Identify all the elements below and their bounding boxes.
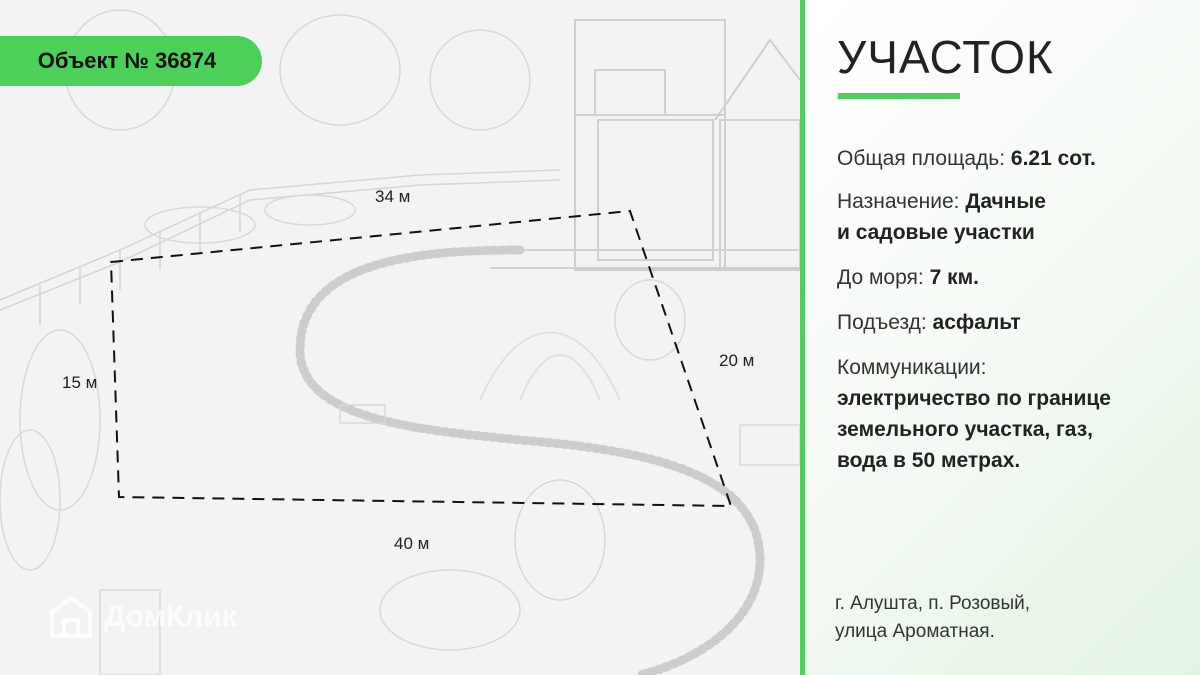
address-line-1: г. Алушта, п. Розовый,: [835, 593, 1031, 614]
utilities-value-1: электричество по границе: [837, 387, 1111, 410]
utilities-value-3: вода в 50 метрах.: [837, 449, 1021, 472]
house-logo-icon: [48, 594, 94, 640]
area-label: Общая площадь:: [837, 147, 1011, 170]
sea-value: 7 км.: [929, 266, 979, 289]
sea-label: До моря:: [837, 266, 930, 289]
utilities-value-2: земельного участка, газ,: [837, 418, 1093, 441]
sea-distance-line: [837, 262, 1182, 293]
purpose-value-1: Дачные: [965, 190, 1046, 213]
area-line: [837, 143, 1182, 174]
access-line: [837, 307, 1182, 338]
info-panel: [805, 0, 1200, 675]
purpose-line: [837, 186, 1182, 248]
utilities-label: Коммуникации:: [837, 356, 987, 379]
object-number-badge: Объект № 36874: [0, 36, 262, 86]
title-underline: [838, 93, 960, 99]
address-block: [835, 590, 1175, 646]
dimension-bottom: 40 м: [394, 534, 430, 553]
purpose-label: Назначение:: [837, 190, 966, 213]
dimension-left: 15 м: [62, 373, 98, 392]
panel-title: УЧАСТОК: [837, 31, 1054, 83]
area-value: 6.21 сот.: [1010, 147, 1096, 170]
access-label: Подъезд:: [837, 311, 933, 334]
purpose-value-2: и садовые участки: [837, 221, 1035, 244]
address-line-2: улица Ароматная.: [835, 621, 995, 642]
plot-boundary-dashed: [111, 211, 731, 506]
dimension-top: 34 м: [375, 187, 411, 206]
utilities-block: [837, 352, 1182, 476]
domclick-watermark: [48, 594, 237, 640]
access-value: асфальт: [932, 311, 1021, 334]
watermark-text: ДомКлик: [104, 600, 237, 633]
dimension-right: 20 м: [719, 351, 755, 370]
